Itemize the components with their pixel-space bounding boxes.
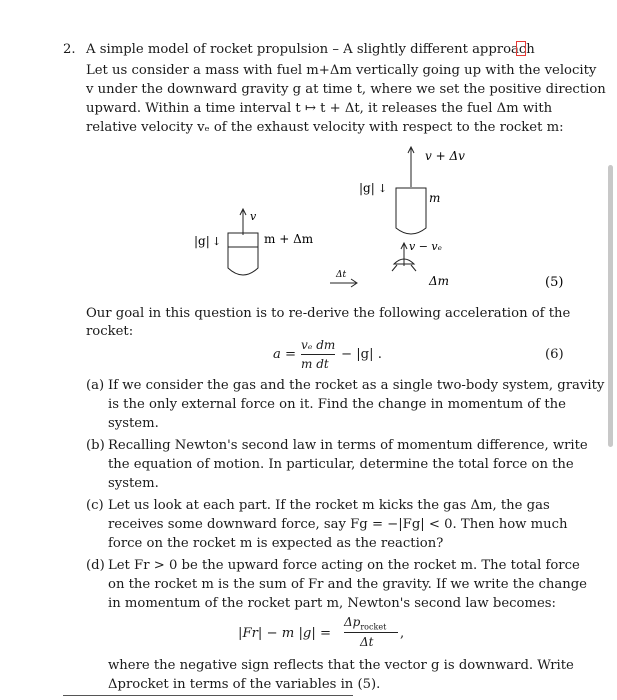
down-arrow-icon-left: ↓ — [212, 235, 222, 248]
part-d-after-2: Δprocket in terms of the variables in (5). — [108, 677, 381, 692]
eq6-numerator: vₑ dm — [301, 338, 336, 352]
equation-5-number: (5) — [545, 275, 564, 290]
part-a-line-2: is the only external force on it. Find the change in momentum of the — [108, 397, 566, 412]
label-g-left: |g| — [194, 234, 210, 248]
eq-d-lhs: |Fr| − m |g| = — [238, 626, 332, 641]
rocket-body-after — [396, 188, 426, 234]
part-d-line-1: Let Fr > 0 be the upward force acting on the rocket m. The total force — [108, 558, 580, 573]
part-d-line-3: in momentum of the rocket part m, Newton's second law becomes: — [108, 596, 556, 611]
part-a-line-3: system. — [108, 416, 159, 431]
part-d-line-2: on the rocket m is the sum of Fr and the gravity. If we write the change — [108, 577, 587, 592]
part-c-label: (c) — [86, 498, 104, 513]
label-m-plus-dm: m + Δm — [264, 232, 314, 246]
rocket-figure — [0, 140, 617, 300]
intro-line-4: relative velocity vₑ of the exhaust velocity with respect to the rocket m: — [86, 120, 564, 135]
eq-d-tail: , — [400, 626, 405, 641]
problem-number: 2. — [63, 42, 76, 57]
intro-line-1: Let us consider a mass with fuel m+Δm vertically going up with the velocity — [86, 63, 597, 78]
part-d-label: (d) — [86, 558, 105, 573]
eq6-lhs: a = — [273, 347, 297, 362]
part-c-line-1: Let us look at each part. If the rocket m kicks the gas Δm, the gas — [108, 498, 550, 513]
part-b-line-3: system. — [108, 476, 159, 491]
footnote-rule — [63, 695, 353, 696]
eq-d-numerator: $\Delta p_{rocket}$ — [344, 615, 387, 632]
part-c-line-3: force on the rocket m is expected as the reaction? — [108, 536, 444, 551]
eq6-denominator: m dt — [301, 357, 329, 371]
part-b-line-1: Recalling Newton's second law in terms of momentum difference, write — [108, 438, 588, 453]
label-v-minus-ve: v − vₑ — [409, 240, 442, 253]
label-v-plus-dv: v + Δv — [425, 149, 465, 163]
time-step-arrow — [330, 279, 357, 287]
part-c-line-2: receives some downward force, say Fg = −|Fg| < 0. Then how much — [108, 517, 568, 532]
comment-marker-icon[interactable] — [516, 41, 526, 56]
eq-d-fraction-bar — [344, 632, 398, 633]
label-dm: Δm — [429, 274, 450, 288]
part-b-line-2: the equation of motion. In particular, determine the total force on the — [108, 457, 574, 472]
intro-line-3: upward. Within a time interval t ↦ t + Δt, it releases the fuel Δm with — [86, 101, 553, 116]
intro-line-2: v under the downward gravity g at time t, where we set the positive direction — [86, 82, 606, 97]
eq6-fraction-bar — [301, 354, 335, 355]
part-b-label: (b) — [86, 438, 105, 453]
part-a-label: (a) — [86, 378, 105, 393]
eq-d-denominator: Δt — [360, 635, 374, 649]
part-a-line-1: If we consider the gas and the rocket as a single two-body system, gravity — [108, 378, 605, 393]
down-arrow-icon: ↓ — [378, 182, 388, 195]
label-g-right: |g| — [359, 181, 375, 195]
label-dt: Δt — [336, 270, 347, 280]
rocket-body-before — [228, 233, 258, 275]
goal-line-1: Our goal in this question is to re-derive the following acceleration of the — [86, 306, 571, 321]
vertical-scrollbar[interactable] — [608, 165, 613, 447]
goal-line-2: rocket: — [86, 324, 134, 339]
eq6-rhs: − |g| . — [341, 347, 382, 362]
label-m: m — [429, 191, 441, 205]
label-v: v — [250, 210, 257, 223]
eq6-number: (6) — [545, 347, 564, 362]
part-d-after-1: where the negative sign reflects that the vector g is downward. Write — [108, 658, 574, 673]
problem-title: A simple model of rocket propulsion – A slightly different approach — [86, 42, 535, 57]
rocket-after — [396, 147, 426, 234]
